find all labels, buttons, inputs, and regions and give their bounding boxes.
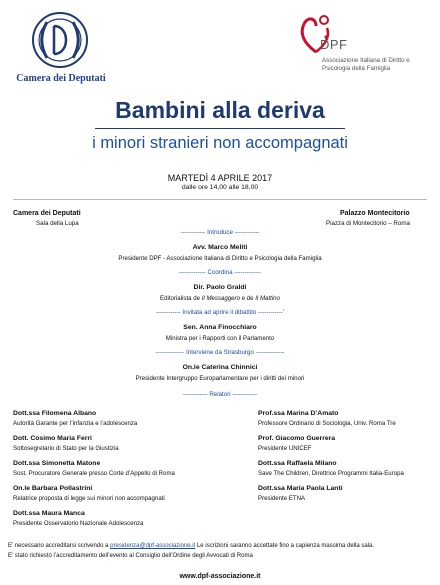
page-subtitle: i minori stranieri non accompagnati <box>92 134 348 152</box>
relatore-name: Dott.ssa Maura Manca <box>13 510 85 517</box>
graldi-pub1: Il Messaggero <box>201 295 240 302</box>
date-divider <box>13 199 427 200</box>
email-link[interactable]: presidenza@dpf-associazione.it <box>110 543 196 549</box>
relatore-name: Dott.ssa Maria Paola Lanti <box>258 485 343 492</box>
camera-label: Camera dei Deputati <box>16 73 106 84</box>
footer-registration <box>8 543 436 549</box>
speaker-meliti-role: Presidente DPF - Associazione Italiana di Diritto e Psicologia della Famiglia <box>118 255 322 262</box>
relatore-name: Prof. Giacomo Guerrera <box>258 435 336 442</box>
venue-right-address: Piazza di Montecitorio – Roma <box>326 220 410 227</box>
section-invitata: ------------ Invitata ad aprire il dibattito ------------' <box>155 309 285 316</box>
dpf-subtitle: Associazione Italiana di Diritto e Psicologia della Famiglia <box>322 57 410 72</box>
website-link[interactable]: www.dpf-associazione.it <box>179 573 261 580</box>
relatore-name: Dott.ssa Filomena Albano <box>13 410 97 417</box>
camera-emblem-icon <box>30 10 90 70</box>
event-date: MARTEDÌ 4 APRILE 2017 <box>167 173 273 183</box>
relatore-name: Prof.ssa Marina D’Amato <box>258 410 339 417</box>
footer-accreditation: E’ stato richiesto l’accreditamento dell’evento al Consiglio dell’Ordine degli Avvocati di Roma <box>8 553 253 559</box>
speaker-graldi-name: Dir. Paolo Graldi <box>193 284 247 291</box>
speaker-graldi-role <box>0 295 440 302</box>
relatore-role: Sost. Procuratore Generale presso Corte d’Appello di Roma <box>13 470 175 477</box>
speaker-chinnici-name: On.le Caterina Chinnici <box>182 364 258 371</box>
section-relatori: ------------ Relatori ------------ <box>182 391 258 398</box>
graldi-role-prefix: Editorialista de <box>160 295 202 302</box>
camera-logo <box>30 10 90 70</box>
section-introduce: ------------ Introduce ------------ <box>180 229 260 236</box>
event-time: dalle ore 14,00 alle 18,00 <box>181 184 259 191</box>
relatore-role: Presidente Osservatorio Nazionale Adolescenza <box>13 520 144 527</box>
relatore-name: Dott.ssa Raffaela Milano <box>258 460 337 467</box>
venue-right-name: Palazzo Montecitorio <box>340 210 410 217</box>
section-coordina: ------------- Coordina ------------- <box>178 269 262 276</box>
footer-line1-a: E’ necessario accreditarsi scrivendo a <box>8 543 111 549</box>
venue-left-name: Camera dei Deputati <box>13 210 81 217</box>
speaker-finocchiaro-name: Sen. Anna Finocchiaro <box>183 324 257 331</box>
graldi-role-mid: e de <box>239 295 256 302</box>
title-divider <box>95 128 345 129</box>
venue-left-room: Sala della Lupa <box>36 220 79 227</box>
dpf-logo-text: DPF <box>320 37 348 52</box>
speaker-chinnici-role: Presidente Intergruppo Europarlamentare per i diritti dei minori <box>135 375 305 382</box>
relatore-role: Save The Children, Direttrice Programmi Italia-Europa <box>258 470 404 477</box>
relatore-role: Relatrice proposta di legge sui minori non accompagnati <box>13 495 165 502</box>
relatore-role: Sottosegretario di Stato per la Giustizia <box>13 445 119 452</box>
relatore-role: Presidente ETNA <box>258 495 306 502</box>
footer-line1-b: Le iscrizioni saranno accettate fino a capienza massima della sala. <box>195 543 375 549</box>
relatore-name: On.le Barbara Pollastrini <box>13 485 93 492</box>
relatore-role: Presidente UNICEF <box>258 445 312 452</box>
relatore-name: Dott. Cosimo Maria Ferri <box>13 435 92 442</box>
speaker-finocchiaro-role: Ministra per i Rapporti con il Parlamento <box>165 335 275 342</box>
page-title: Bambini alla deriva <box>115 97 325 123</box>
section-interviene: -------------- Interviene da Strasburgo -------------- <box>155 349 285 356</box>
graldi-pub2: Il Mattino <box>255 295 280 302</box>
relatore-role: Professore Ordinario di Sociologia, Univ. Roma Tre <box>258 420 396 427</box>
speaker-meliti-name: Avv. Marco Meliti <box>192 244 248 251</box>
relatore-name: Dott.ssa Simonetta Matone <box>13 460 101 467</box>
relatore-role: Autorità Garante per l’infanzia e l’adolescenza <box>13 420 138 427</box>
